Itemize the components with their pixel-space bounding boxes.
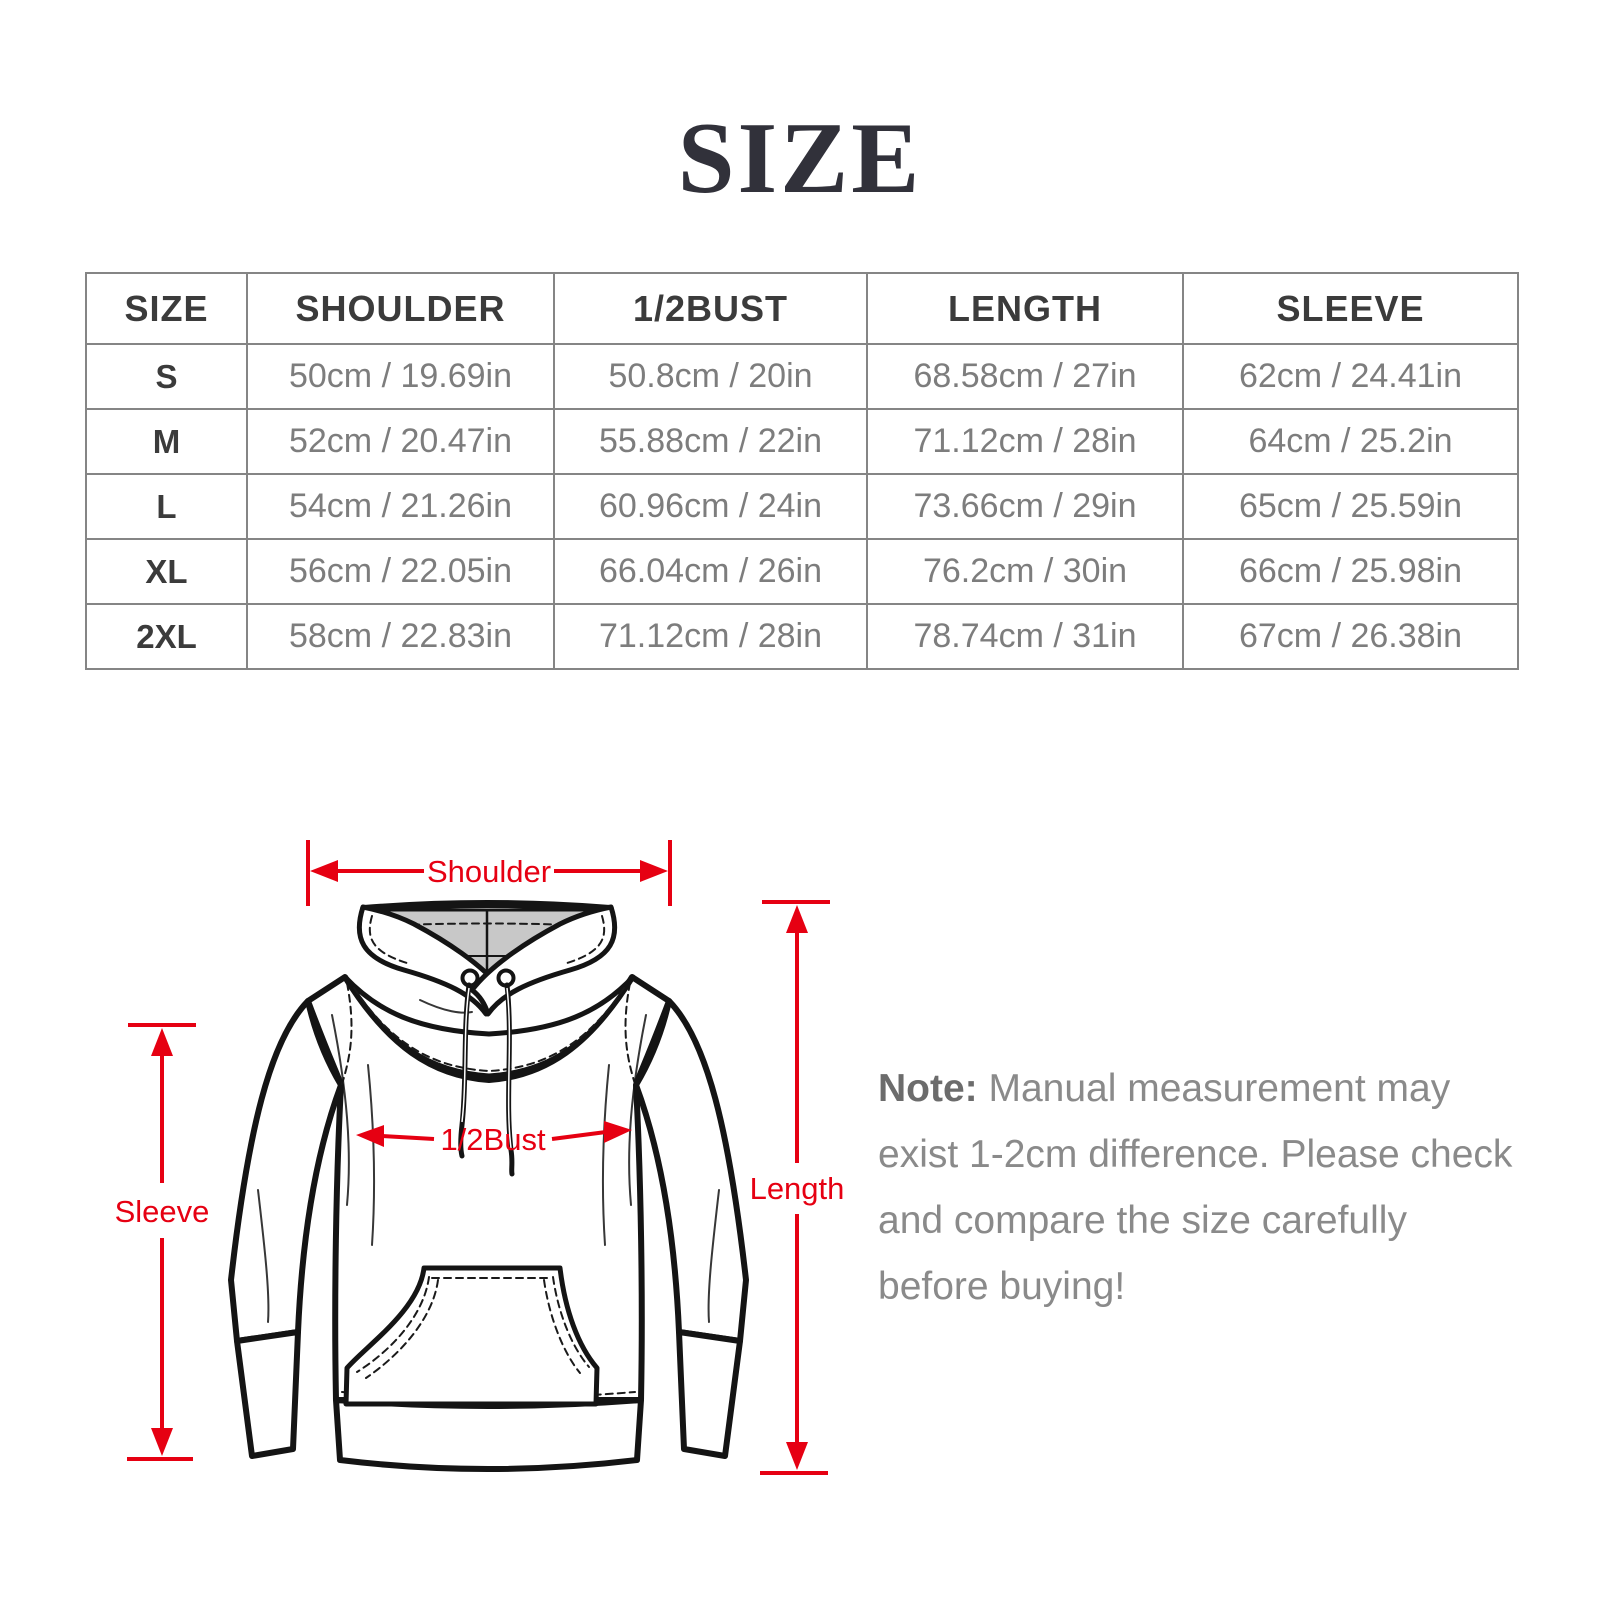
length-arrowhead-top [786, 905, 808, 933]
measurement-cell: 71.12cm / 28in [867, 409, 1183, 474]
shoulder-arrowhead-right [640, 860, 668, 882]
size-cell: L [86, 474, 247, 539]
measurement-cell: 60.96cm / 24in [554, 474, 867, 539]
measurement-cell: 71.12cm / 28in [554, 604, 867, 669]
measurement-cell: 66.04cm / 26in [554, 539, 867, 604]
measurement-cell: 55.88cm / 22in [554, 409, 867, 474]
size-cell: 2XL [86, 604, 247, 669]
column-header: 1/2BUST [554, 273, 867, 344]
size-table [85, 272, 1519, 670]
measurement-cell: 50cm / 19.69in [247, 344, 554, 409]
size-cell: M [86, 409, 247, 474]
shoulder-arrowhead-left [310, 860, 338, 882]
column-header: SLEEVE [1183, 273, 1518, 344]
measurement-cell: 58cm / 22.83in [247, 604, 554, 669]
left-cuff [237, 1332, 298, 1456]
hoodie-measurement-diagram [60, 828, 860, 1510]
measurement-cell: 62cm / 24.41in [1183, 344, 1518, 409]
measurement-cell: 68.58cm / 27in [867, 344, 1183, 409]
hoodie-sketch [231, 904, 746, 1469]
measurement-cell: 76.2cm / 30in [867, 539, 1183, 604]
right-sleeve [636, 1001, 746, 1341]
measurement-cell: 52cm / 20.47in [247, 409, 554, 474]
measurement-cell: 73.66cm / 29in [867, 474, 1183, 539]
measurement-cell: 66cm / 25.98in [1183, 539, 1518, 604]
page-title: SIZE [677, 102, 923, 215]
note-text [878, 1056, 1523, 1320]
size-cell: XL [86, 539, 247, 604]
left-sleeve [231, 1001, 341, 1341]
sleeve-arrowhead-bottom [151, 1428, 173, 1456]
table-row [86, 539, 1518, 604]
table-row [86, 474, 1518, 539]
measurement-cell: 54cm / 21.26in [247, 474, 554, 539]
hood-top-band [364, 904, 610, 909]
measurement-cell: 65cm / 25.59in [1183, 474, 1518, 539]
column-header: LENGTH [867, 273, 1183, 344]
column-header: SHOULDER [247, 273, 554, 344]
measurement-cell: 67cm / 26.38in [1183, 604, 1518, 669]
table-row [86, 604, 1518, 669]
length-label: Length [749, 1171, 845, 1206]
shoulder-label: Shoulder [426, 854, 552, 889]
size-table-body [86, 344, 1518, 669]
hem-band [336, 1400, 641, 1469]
measurement-cell: 56cm / 22.05in [247, 539, 554, 604]
sleeve-arrowhead-top [151, 1028, 173, 1056]
sleeve-label: Sleeve [114, 1194, 210, 1229]
table-row [86, 344, 1518, 409]
measurement-cell: 78.74cm / 31in [867, 604, 1183, 669]
size-table-header-row [86, 273, 1518, 344]
size-cell: S [86, 344, 247, 409]
note-prefix: Note: [878, 1067, 978, 1110]
length-arrowhead-bottom [786, 1442, 808, 1470]
note-body: Manual measurement may exist 1-2cm difference. Please check and compare the size carefully before buying! [878, 1067, 1513, 1308]
right-cuff [679, 1332, 740, 1456]
measurement-cell: 50.8cm / 20in [554, 344, 867, 409]
table-row [86, 409, 1518, 474]
column-header: SIZE [86, 273, 247, 344]
bust-label: 1/2Bust [440, 1122, 546, 1157]
measurement-cell: 64cm / 25.2in [1183, 409, 1518, 474]
